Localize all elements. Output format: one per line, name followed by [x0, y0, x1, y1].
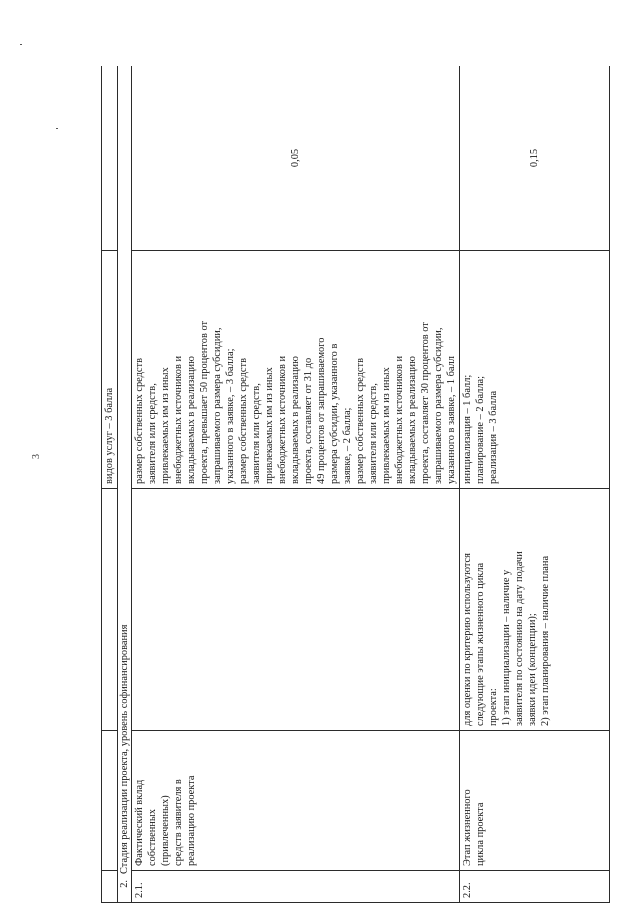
table-row-continuation — [102, 66, 118, 903]
section-header — [118, 66, 132, 903]
section-header-row — [118, 66, 132, 903]
criterion-description: для оценки по критерию используются следующие этапы жизненного цикла проекта: 1) этап инициализации – наличие у заявителя по состоянию на дату подачи заявки идеи (концепции); 2) этап планирования – наличие плана — [460, 489, 610, 731]
rotated-table-content — [101, 66, 610, 903]
criteria-table — [101, 66, 610, 903]
table-cell — [102, 871, 118, 903]
weight-value: 0,15 — [460, 66, 610, 251]
table-row — [460, 66, 610, 903]
table-row — [132, 66, 460, 903]
scoring-rules: размер собственных средств заявителя или средств, привлекаемых им из иных внебюджетных источников и вкладываемых в реализацию проекта, превышает 50 процентов от запрашиваемого размера субсидии, указанного в заявке, – 3 балла; размер собственных средств заявителя или средств, привлекаемых им из иных внебюджетных источников и вкладываемых в реализацию проекта, составляет от 31 до 49 процентов от запрашиваемого размера субсидии, указанного в заявке, – 2 балла; размер собственных средств заявителя или средств, привлекаемых им из иных внебюджетных источников и вкладываемых в реализацию проекта, составляет 30 процентов от запрашиваемого размера субсидии, указанного в заявке, – 1 балл — [132, 251, 460, 489]
row-number: 2.2. — [460, 871, 610, 903]
table-cell — [102, 66, 118, 251]
section-number: 2. — [119, 880, 130, 888]
scoring-rules: инициализация – 1 балл; планирование – 2 балла; реализация – 3 балла — [460, 251, 610, 489]
page-number: 3 — [31, 454, 42, 459]
criteria-table-sheet — [101, 66, 610, 903]
section-title: Стадия реализации проекта, уровень софинансирования — [119, 624, 130, 874]
criterion-description — [132, 489, 460, 731]
criterion-name: Фактический вклад собственных (привлеченных) средств заявителя в реализацию проекта — [132, 731, 460, 871]
criterion-name: Этап жизненного цикла проекта — [460, 731, 610, 871]
table-cell — [102, 731, 118, 871]
table-cell — [102, 489, 118, 731]
weight-value: 0,05 — [132, 66, 460, 251]
scan-speck — [20, 44, 22, 45]
scan-speck — [56, 128, 58, 129]
continuation-text: видов услуг – 3 балла — [102, 251, 118, 489]
row-number: 2.1. — [132, 871, 460, 903]
